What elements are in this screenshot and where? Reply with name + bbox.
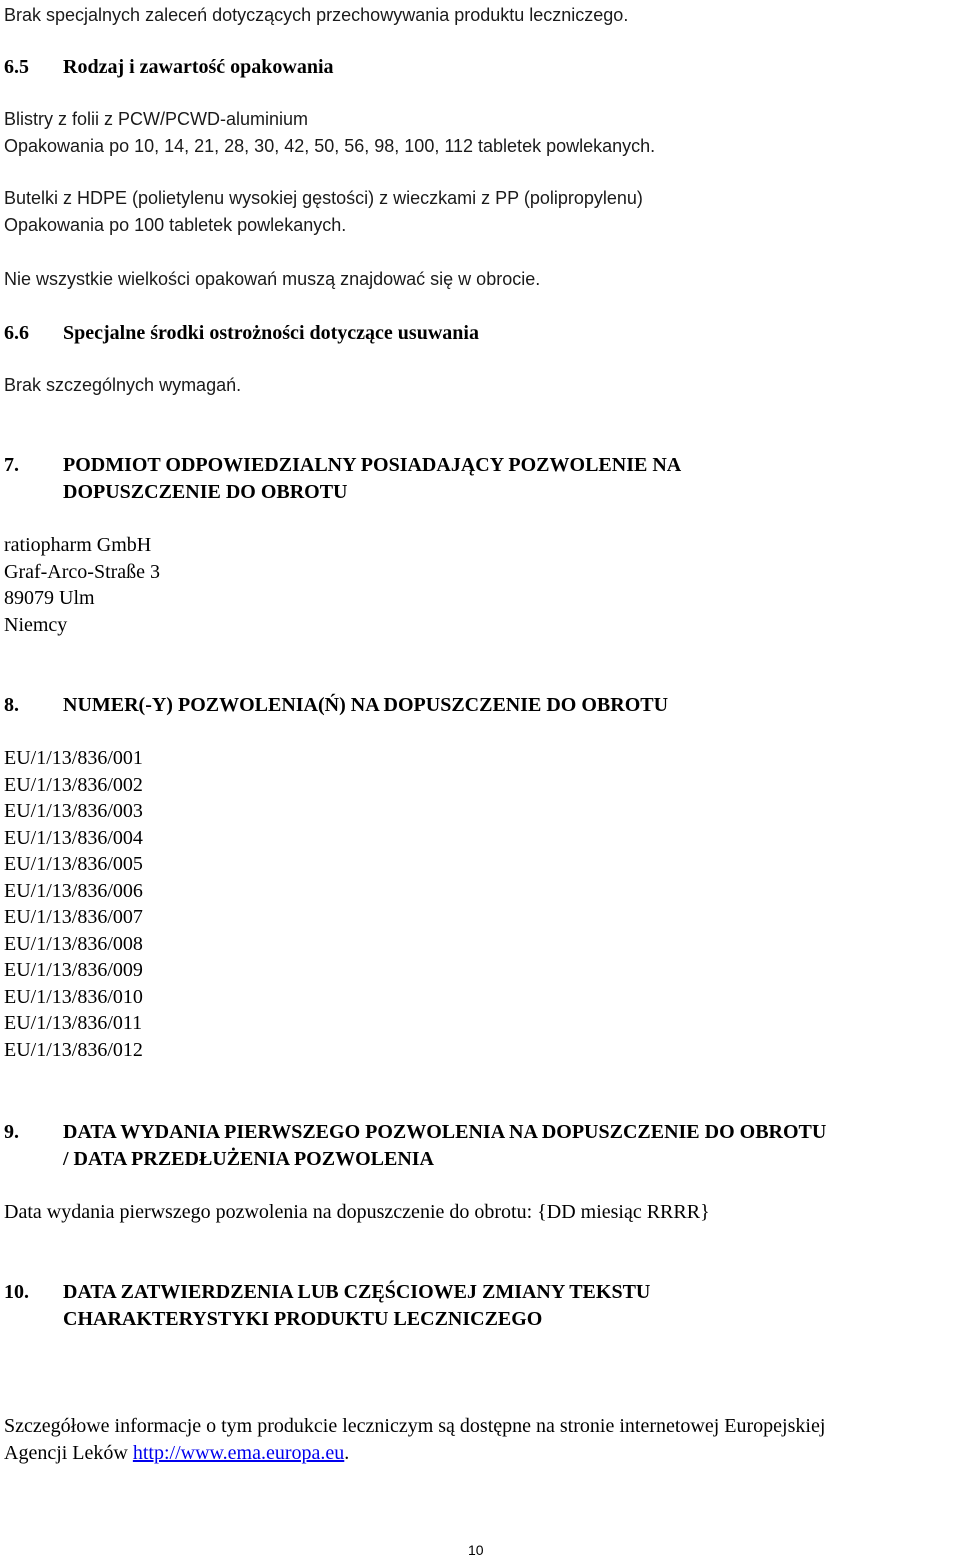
company-name: ratiopharm GmbH — [4, 534, 152, 556]
marketing-holder-address — [4, 532, 160, 638]
list-item: EU/1/13/836/006 — [4, 879, 143, 902]
list-item: EU/1/13/836/005 — [4, 853, 143, 875]
postal-city: 89079 Ulm — [4, 587, 95, 609]
first-authorisation-date: Data wydania pierwszego pozwolenia na dopuszczenie do obrotu: {DD miesiąc RRRR} — [4, 1201, 710, 1223]
section-title: DATA WYDANIA PIERWSZEGO POZWOLENIA NA DOPUSZCZENIE DO OBROTU / DATA PRZEDŁUŻENIA POZWOLENIA — [63, 1121, 827, 1170]
street: Graf-Arco-Straße 3 — [4, 560, 161, 583]
section-number: 10. — [4, 1281, 29, 1303]
ema-info-paragraph — [4, 1413, 825, 1466]
section-title: Rodzaj i zawartość opakowania — [63, 56, 334, 78]
country: Niemcy — [4, 613, 68, 636]
text-line: Opakowania po 100 tabletek powlekanych. — [4, 214, 347, 235]
text-line: Agencji Leków http://www.ema.europa.eu. — [4, 1441, 350, 1464]
text-line: Blistry z folii z PCW/PCWD-aluminium — [4, 109, 309, 129]
section-number: 6.6 — [4, 322, 29, 344]
list-item: EU/1/13/836/001 — [4, 747, 143, 769]
authorisation-number-list — [4, 745, 143, 1063]
list-item: EU/1/13/836/003 — [4, 800, 143, 822]
list-item: EU/1/13/836/002 — [4, 773, 143, 796]
section-title: DATA ZATWIERDZENIA LUB CZĘŚCIOWEJ ZMIANY TEKSTU CHARAKTERYSTYKI PRODUKTU LECZNICZEGO — [63, 1281, 651, 1330]
section-number: 9. — [4, 1121, 19, 1143]
list-item: EU/1/13/836/007 — [4, 906, 143, 928]
section-number: 7. — [4, 454, 19, 476]
page-number: 10 — [468, 1542, 484, 1558]
list-item: EU/1/13/836/010 — [4, 985, 143, 1008]
text-line: Butelki z HDPE (polietylenu wysokiej gęstości) z wieczkami z PP (polipropylenu) — [4, 188, 643, 208]
disposal-text: Brak szczególnych wymagań. — [4, 375, 242, 395]
text-line: Opakowania po 10, 14, 21, 28, 30, 42, 50, 56, 98, 100, 112 tabletek powlekanych. — [4, 135, 656, 156]
blister-paragraph — [4, 106, 655, 159]
list-item: EU/1/13/836/011 — [4, 1012, 143, 1034]
list-item: EU/1/13/836/004 — [4, 826, 143, 849]
ema-website-link[interactable]: http://www.ema.europa.eu — [132, 1441, 345, 1464]
section-title: Specjalne środki ostrożności dotyczące usuwania — [63, 322, 479, 344]
text-line: Szczegółowe informacje o tym produkcie leczniczym są dostępne na stronie internetowej Europejskiej — [4, 1415, 826, 1437]
list-item: EU/1/13/836/008 — [4, 932, 143, 955]
section-number: 6.5 — [4, 56, 29, 78]
section-number: 8. — [4, 694, 19, 716]
availability-note: Nie wszystkie wielkości opakowań muszą znajdować się w obrocie. — [4, 269, 541, 289]
storage-note: Brak specjalnych zaleceń dotyczących przechowywania produktu leczniczego. — [4, 5, 629, 25]
list-item: EU/1/13/836/009 — [4, 959, 143, 981]
list-item: EU/1/13/836/012 — [4, 1038, 143, 1061]
bottle-paragraph — [4, 185, 643, 238]
section-title: NUMER(-Y) POZWOLENIA(Ń) NA DOPUSZCZENIE DO OBROTU — [63, 694, 669, 716]
section-title: PODMIOT ODPOWIEDZIALNY POSIADAJĄCY POZWOLENIE NA DOPUSZCZENIE DO OBROTU — [63, 454, 682, 503]
